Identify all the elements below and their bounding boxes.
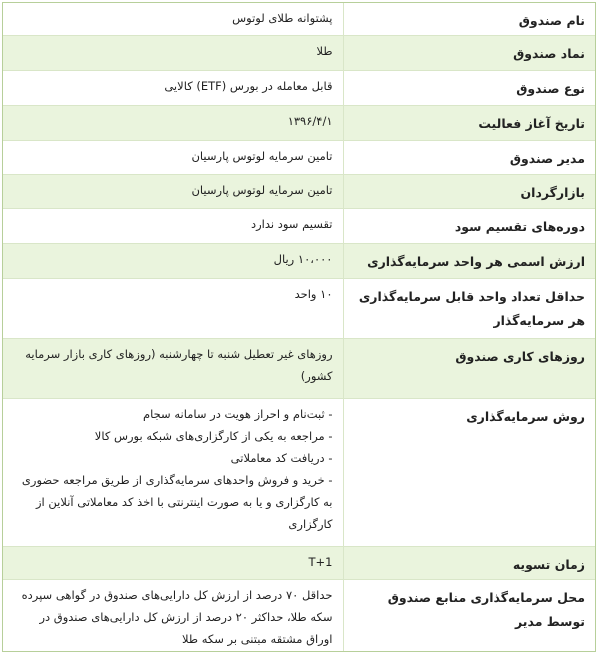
row-label: بازارگردان: [343, 174, 595, 208]
row-label: مدیر صندوق: [343, 140, 595, 174]
row-label: تاریخ آغاز فعالیت: [343, 105, 595, 140]
row-label: روش سرمایه‌گذاری: [343, 398, 595, 546]
row-value: پشتوانه طلای لوتوس: [232, 11, 333, 25]
row-nominal-value: [3, 243, 595, 278]
row-label: روزهای کاری صندوق: [343, 338, 595, 398]
row-label: ارزش اسمی هر واحد سرمایه‌گذاری: [343, 243, 595, 278]
row-label: زمان تسویه: [343, 546, 595, 579]
row-label: محل سرمایه‌گذاری منابع صندوق توسط مدیر: [343, 579, 595, 651]
list-item: - مراجعه به یکی از کارگزاری‌های شبکه بورس کالا: [94, 428, 333, 443]
row-value: تقسیم سود ندارد: [250, 216, 333, 231]
row-value: ۱۰ واحد: [294, 286, 333, 301]
investment-steps-list: [13, 403, 333, 535]
list-item: - دریافت کد معاملاتی: [230, 450, 333, 465]
row-working-days: [3, 338, 595, 398]
fund-info-table: [2, 2, 596, 652]
row-label: نام صندوق: [343, 3, 595, 35]
row-value: تامین سرمایه لوتوس پارسیان: [191, 182, 333, 197]
row-fund-symbol: [3, 35, 595, 70]
row-label: حداقل تعداد واحد قابل سرمایه‌گذاری هر سرمایه‌گذار: [343, 278, 595, 338]
list-item: - خرید و فروش واحدهای سرمایه‌گذاری از طریق مراجعه حضوری به کارگزاری و یا به صورت اینترنتی با اخذ کد معاملاتی آنلاین از کارگزاری: [21, 472, 333, 531]
row-value: T+1: [308, 554, 333, 569]
row-value: طلا: [316, 43, 333, 58]
row-value: حداقل ۷۰ درصد از ارزش کل دارایی‌های صندوق در گواهی سپرده سکه طلا، حداکثر ۲۰ درصد از ارزش کل دارایی‌های صندوق در اوراق مشتقه مبتنی بر سکه طلا: [21, 587, 333, 646]
row-investment-method: [3, 398, 595, 546]
row-settlement-time: [3, 546, 595, 579]
row-value: تامین سرمایه لوتوس پارسیان: [191, 148, 333, 163]
row-value: روزهای غیر تعطیل شنبه تا چهارشنبه (روزهای کاری بازار سرمایه کشور): [25, 346, 333, 383]
row-start-date: [3, 105, 595, 140]
row-label: دوره‌های تقسیم سود: [343, 208, 595, 243]
row-value: قابل معامله در بورس (ETF) کالایی: [164, 78, 333, 93]
row-market-maker: [3, 174, 595, 208]
row-dividend-periods: [3, 208, 595, 243]
row-label: نوع صندوق: [343, 70, 595, 105]
row-label: نماد صندوق: [343, 35, 595, 70]
row-value: ۱۰،۰۰۰ ریال: [273, 251, 333, 266]
list-item: - ثبت‌نام و احراز هویت در سامانه سجام: [142, 406, 333, 421]
row-value: [3, 398, 343, 546]
row-investment-allocation: [3, 579, 595, 651]
row-fund-type: [3, 70, 595, 105]
row-fund-manager: [3, 140, 595, 174]
row-min-units: [3, 278, 595, 338]
row-value: ۱۳۹۶/۴/۱: [287, 113, 333, 128]
row-fund-name: [3, 3, 595, 35]
